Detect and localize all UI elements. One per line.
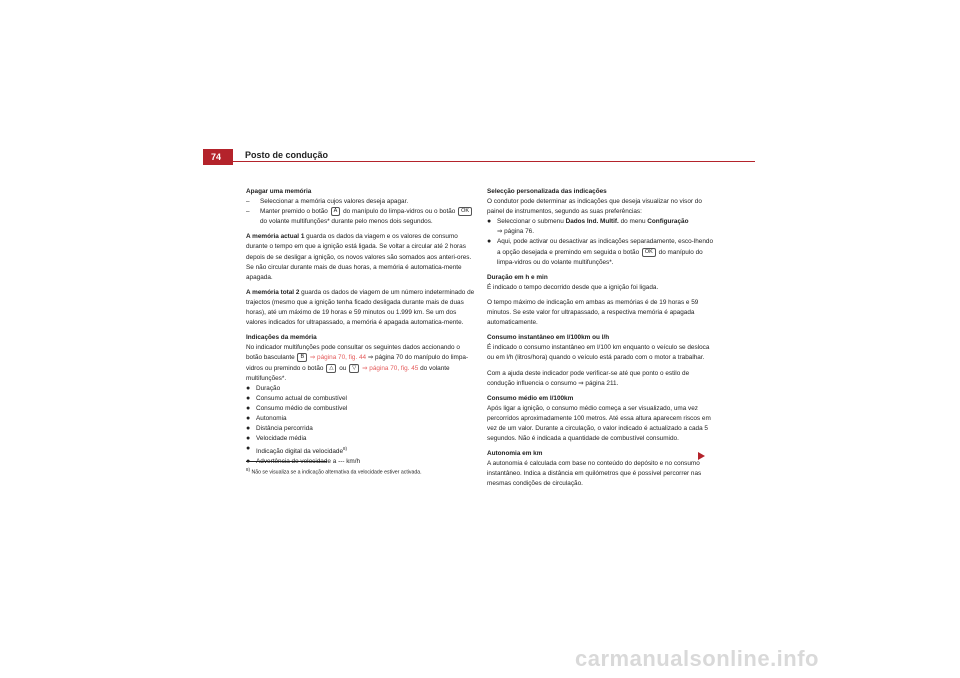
key-ok-icon: OK	[458, 207, 472, 216]
key-ok-icon: OK	[642, 248, 656, 257]
key-b-icon: B	[297, 353, 307, 362]
continue-arrow-icon	[698, 452, 705, 460]
paragraph-consumo-medio: Após ligar a ignição, o consumo médio começa a ser visualizado, uma vez percorridos aproximadamente 100 metros. Até essa altura aparecem riscos em vez de um valor. Durante a circulação, o valor indicado é actualizado a cada 5 segundos. Não é indicada a quantidade de combustível consumido.	[487, 404, 711, 443]
heading-consumo-instantaneo: Consumo instantâneo em l/100km ou l/h	[487, 334, 610, 342]
left-column	[246, 187, 475, 468]
footnote: $^{8)}$ Não se visualiza se a indicação alternativa da velocidade estiver activada.	[246, 467, 422, 476]
heading-duracao: Duração em h e min	[487, 273, 548, 281]
bullet-icon: ●	[246, 384, 251, 392]
paragraph-memoria-total: A memória total 2 guarda os dados de viagem de um número indeterminado de trajectos (mesmo que a ignição tenha ficado desligada durante mais de duas horas), até um máximo de 19 horas e 59 minutos ou 1.999 km. Se um dos valores indicados for ultrapassado, a memória é apagada automatica-mente.	[246, 288, 475, 327]
bullet-icon: ●	[246, 435, 251, 443]
list-item: ● Distância percorrida	[246, 424, 475, 434]
key-down-icon: ▽	[349, 364, 359, 373]
step-2: – Manter premido o botão A do manípulo do limpa-vidros ou o botão OK do volante multifunções* durante pelo menos dois segundos.	[246, 207, 475, 227]
footnote-ref: 8)	[343, 446, 348, 452]
list-item: ● Aqui, pode activar ou desactivar as indicações separadamente, esco-lhendo a opção desejada e premindo em seguida o botão OK do manípulo do limpa-vidros ou do volante multifunções*.	[487, 237, 715, 267]
heading-indicacoes-memoria: Indicações da memória	[246, 334, 317, 342]
list-item: ● Consumo actual de combustível	[246, 394, 475, 404]
memory-data-list	[246, 384, 475, 445]
list-item: ● Autonomia	[246, 414, 475, 424]
bullet-icon: ●	[246, 445, 251, 453]
bullet-icon: ●	[246, 394, 251, 402]
key-a-icon: A	[331, 207, 341, 216]
list-item: ● Advertência de velocidade a --- km/h	[246, 457, 475, 467]
page-number: 74	[203, 149, 233, 165]
right-column	[487, 187, 715, 490]
footnote-rule	[246, 461, 327, 462]
list-item: ● Seleccionar o submenu Dados Ind. Multif. do menu Configuração ⇒ página 76.	[487, 217, 715, 237]
header-rule	[233, 161, 755, 162]
key-up-icon: △	[326, 364, 336, 373]
bullet-icon: ●	[246, 404, 251, 412]
watermark: carmanualsonline.info	[575, 646, 819, 671]
heading-apagar-memoria: Apagar uma memória	[246, 188, 312, 195]
list-item: ● Indicação digital da velocidade$^{8)}$	[246, 444, 475, 457]
paragraph-seleccao: O condutor pode determinar as indicações que deseja visualizar no visor do painel de instrumentos, segundo as suas preferências:	[487, 198, 702, 216]
link-fig-45[interactable]: ⇒ página 70, fig. 45	[362, 364, 419, 372]
bullet-icon: ●	[487, 218, 492, 226]
bullet-icon: ●	[487, 238, 492, 246]
bullet-icon: ●	[246, 458, 251, 466]
list-item: ● Consumo médio de combustível	[246, 404, 475, 414]
bullet-icon: ●	[246, 414, 251, 422]
list-item: ● Duração	[246, 384, 475, 394]
section-title: Posto de condução	[245, 150, 329, 160]
heading-autonomia: Autonomia em km	[487, 450, 543, 458]
paragraph-memoria-actual: A memória actual 1 guarda os dados da viagem e os valores de consumo durante o tempo em que a ignição está ligada. Se voltar a circular até 2 horas depois de se desligar a ignição, os novos valores são somados aos anteri-ores. Se não circular durante mais de duas horas, a memória é automatica-mente apagada.	[246, 233, 472, 281]
step-1: – Seleccionar a memória cujos valores deseja apagar.	[246, 198, 409, 206]
paragraph-autonomia: A autonomia é calculada com base no conteúdo do depósito e no consumo instantâneo. Indica a distância em quilómetros que é possível percorrer nas mesmas condições de circulação.	[487, 460, 702, 488]
paragraph-tempo-maximo: O tempo máximo de indicação em ambas as memórias é de 19 horas e 59 minutos. Se este valor for ultrapassado, a respectiva memória é apagada automaticamente.	[487, 298, 699, 327]
paragraph-consumo-instantaneo: É indicado o consumo instantâneo em l/100 km enquanto o veículo se desloca ou em l/h (litros/hora) quando o veículo está parado com o motor a trabalhar.	[487, 344, 710, 362]
paragraph-estilo-conducao: Com a ajuda deste indicador pode verificar-se até que ponto o estilo de condução influencia o consumo ⇒ página 211.	[487, 369, 690, 387]
paragraph-indicacoes: No indicador multifunções pode consultar os seguintes dados accionando o botão basculante B ⇒ página 70, fig. 44 ⇒ página 70 do manípulo do limpa-vidros ou premindo o botão △ ou ▽ ⇒ página 70, fig. 45 do volante multifunções*.	[246, 344, 469, 382]
paragraph-duracao: É indicado o tempo decorrido desde que a ignição foi ligada.	[487, 283, 659, 291]
heading-seleccao: Selecção personalizada das indicações	[487, 188, 607, 195]
link-fig-44[interactable]: ⇒ página 70, fig. 44	[309, 354, 367, 362]
heading-consumo-medio: Consumo médio em l/100km	[487, 394, 574, 402]
list-item: ● Velocidade média	[246, 434, 475, 444]
bullet-icon: ●	[246, 425, 251, 433]
